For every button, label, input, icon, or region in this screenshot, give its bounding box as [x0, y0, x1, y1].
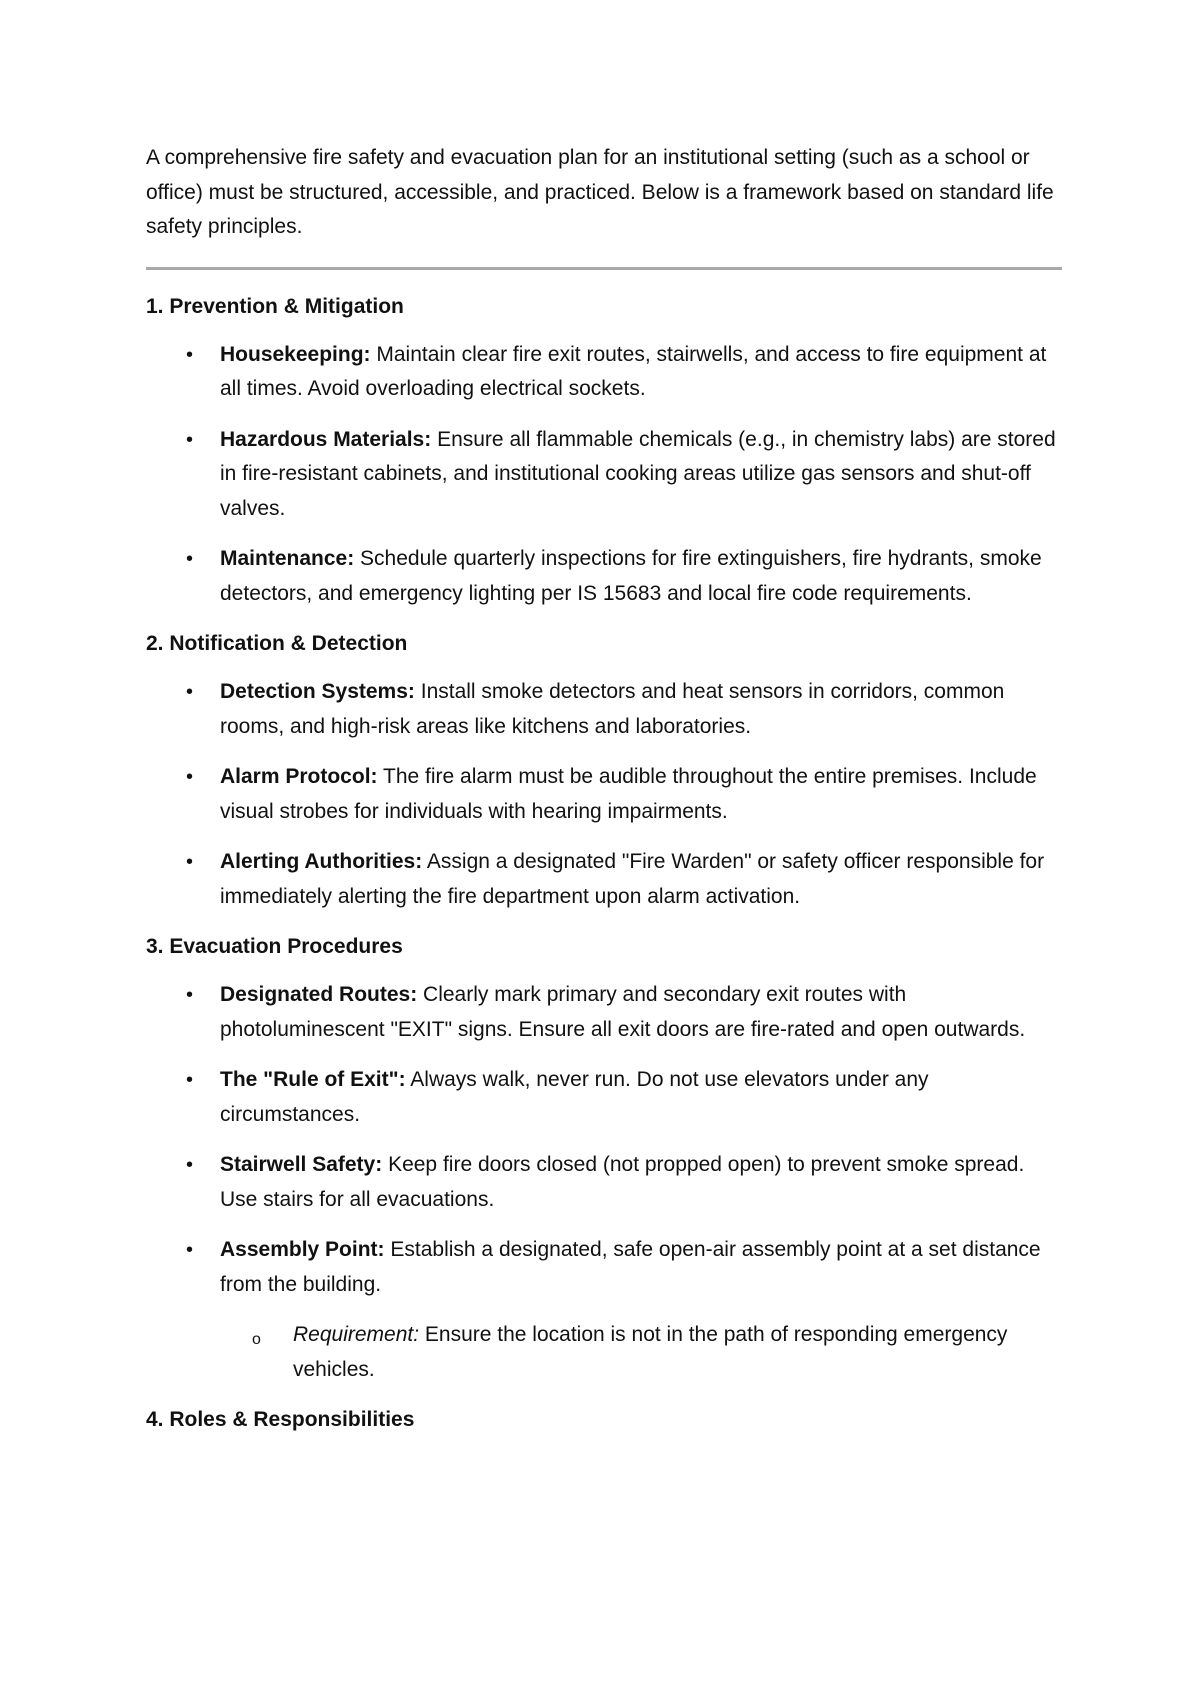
item-text: Assign a designated "Fire Warden" or safety officer responsible for immediately alerting the fire department upon alarm activation.: [220, 850, 1045, 908]
bullet-icon: •: [186, 984, 194, 1006]
item-term: Assembly Point:: [220, 1238, 385, 1261]
item-text: Maintain clear fire exit routes, stairwells, and access to fire equipment at all times. Avoid overloading electrical sockets.: [220, 342, 1047, 400]
item-text: Install smoke detectors and heat sensors in corridors, common rooms, and high-risk areas like kitchens and laboratories.: [220, 680, 1005, 738]
list-item: [146, 978, 1062, 1047]
section-list-evacuation: [146, 978, 1062, 1387]
sub-item-term: Requirement:: [293, 1323, 420, 1346]
item-term: Housekeeping:: [220, 342, 371, 366]
list-item: [146, 1233, 1062, 1387]
item-term: Hazardous Materials:: [220, 427, 432, 451]
document-page: [146, 141, 1062, 1451]
horizontal-rule: [146, 267, 1062, 270]
item-text: Always walk, never run. Do not use elevators under any circumstances.: [220, 1068, 929, 1126]
item-text: Schedule quarterly inspections for fire extinguishers, fire hydrants, smoke detectors, and emergency lighting per IS 15683 and local fire code requirements.: [220, 547, 1042, 605]
bullet-icon: •: [186, 1069, 194, 1091]
list-item: [146, 542, 1062, 611]
bullet-icon: •: [186, 851, 194, 873]
section-heading-prevention: 1. Prevention & Mitigation: [146, 294, 404, 318]
bullet-icon: •: [186, 428, 194, 451]
item-term: Maintenance:: [220, 547, 355, 570]
intro-paragraph: A comprehensive fire safety and evacuation plan for an institutional setting (such as a school or office) must be structured, accessible, and practiced. Below is a framework based on standard life safety principles.: [146, 146, 1054, 238]
bullet-icon: •: [186, 343, 194, 366]
section-list-prevention: [146, 338, 1062, 612]
sub-list: [220, 1318, 1062, 1387]
bullet-icon: •: [186, 1154, 194, 1176]
list-item: [146, 845, 1062, 914]
item-text: Ensure all flammable chemicals (e.g., in chemistry labs) are stored in fire-resistant cabinets, and institutional cooking areas utilize gas sensors and shut-off valves.: [220, 427, 1056, 520]
sub-item-wrap: [220, 1318, 1062, 1387]
list-item: [146, 423, 1062, 527]
bullet-icon: •: [186, 1239, 194, 1261]
item-text: The fire alarm must be audible throughout the entire premises. Include visual strobes for individuals with hearing impairments.: [220, 765, 1037, 823]
item-term: Alarm Protocol:: [220, 765, 378, 788]
sub-item-content: [252, 1323, 1008, 1381]
circle-bullet-icon: o: [252, 1331, 261, 1348]
item-term: Stairwell Safety:: [220, 1153, 383, 1176]
item-term: The "Rule of Exit":: [220, 1068, 406, 1091]
section-heading-notification: 2. Notification & Detection: [146, 632, 408, 655]
sub-item-text: Ensure the location is not in the path of responding emergency vehicles.: [293, 1323, 1008, 1381]
section-list-notification: [146, 675, 1062, 914]
bullet-icon: •: [186, 548, 194, 570]
bullet-icon: •: [186, 766, 194, 788]
item-text: Keep fire doors closed (not propped open) to prevent smoke spread. Use stairs for all evacuations.: [220, 1153, 1025, 1211]
item-term: Alerting Authorities:: [220, 850, 423, 873]
list-item: [146, 675, 1062, 744]
list-item: [146, 338, 1062, 407]
item-text: Clearly mark primary and secondary exit routes with photoluminescent "EXIT" signs. Ensure all exit doors are fire-rated and open outwards.: [220, 983, 1026, 1041]
item-text: Establish a designated, safe open-air assembly point at a set distance from the building.: [220, 1238, 1041, 1296]
list-item: [146, 760, 1062, 829]
item-term: Designated Routes:: [220, 983, 418, 1006]
sub-list-item: [220, 1318, 1062, 1387]
section-heading-evacuation: 3. Evacuation Procedures: [146, 935, 403, 958]
list-item: [146, 1063, 1062, 1132]
bullet-icon: •: [186, 681, 194, 703]
section-heading-roles: 4. Roles & Responsibilities: [146, 1408, 415, 1431]
list-item: [146, 1148, 1062, 1217]
item-term: Detection Systems:: [220, 680, 415, 703]
